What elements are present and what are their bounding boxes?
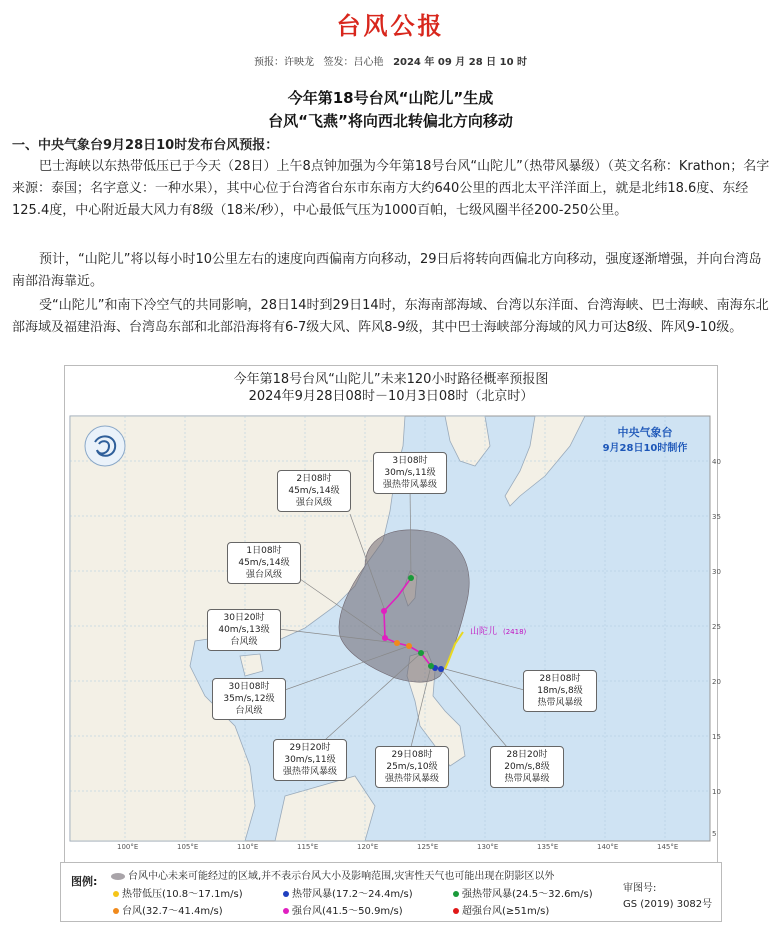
lon-label-9: 145°E: [657, 843, 679, 851]
forecast-box: [273, 739, 347, 781]
issue-meta: [0, 53, 781, 68]
forecast-box: [523, 670, 597, 712]
forecast-box: [373, 452, 447, 494]
legend-item-1: 热带风暴(17.2～24.4m/s): [283, 885, 413, 900]
lon-axis: [117, 843, 678, 851]
forecast-box-wind: 45m/s,14级: [238, 558, 290, 568]
forecast-box-time: 30日08时: [228, 682, 270, 692]
legend-item-3: 台风(32.7～41.4m/s): [113, 902, 223, 917]
legend-cone-note: [111, 867, 554, 882]
legend-item-0: 热带低压(10.8～17.1m/s): [113, 885, 243, 900]
forecaster-name: 许映龙: [283, 57, 314, 68]
map-title-line1: 今年第18号台风“山陀儿”未来120小时路径概率预报图: [233, 372, 549, 387]
headline-1: 今年第18号台风“山陀儿”生成: [287, 89, 494, 107]
forecast-box-grade: 台风级: [235, 706, 263, 716]
forecast-box-grade: 台风级: [230, 637, 258, 647]
cone-swatch-icon: [111, 873, 125, 880]
issue-datetime: 2024 年 09 月 28 日 10 时: [393, 57, 528, 68]
track-point-28d08: [438, 666, 444, 672]
forecast-box-grade: 强台风级: [295, 498, 332, 508]
issuer-label: 签发：: [323, 57, 354, 68]
forecast-box-grade: 热带风暴级: [504, 774, 550, 784]
forecast-box: [375, 746, 449, 788]
forecast-box-wind: 35m/s,12级: [223, 694, 275, 704]
track-point-1d08: [382, 635, 388, 641]
legend-cone-text: 台风中心未来可能经过的区域,并不表示台风大小及影响范围,灾害性天气也可能出现在阴影区以外: [128, 871, 555, 882]
issuer-name: 吕心艳: [353, 57, 384, 68]
forecast-box: [490, 746, 564, 788]
lon-label-3: 115°E: [297, 843, 319, 851]
map-graphic: [65, 366, 721, 863]
forecast-box-wind: 40m/s,13级: [218, 625, 270, 635]
legend-dot-icon: [113, 908, 119, 914]
forecast-box: [207, 609, 281, 651]
lat-label-4: 20: [712, 678, 721, 686]
lon-label-5: 125°E: [417, 843, 439, 851]
forecast-box-time: 29日20时: [289, 743, 331, 753]
storm-id-label: (2418): [503, 628, 527, 636]
map-made-time: 9月28日10时制作: [602, 443, 688, 454]
forecast-box-time: 3日08时: [392, 456, 428, 466]
forecast-box-wind: 30m/s,11级: [384, 468, 436, 478]
lat-label-0: 40: [712, 458, 721, 466]
track-map: [64, 365, 721, 864]
lat-axis: [712, 458, 721, 838]
forecast-box-time: 30日20时: [223, 613, 265, 623]
forecast-box-wind: 30m/s,11级: [284, 755, 336, 765]
paragraph-3: 受“山陀儿”和南下冷空气的共同影响，28日14时到29日14时，东海南部海域、台湾以东洋面、台湾海峡、巴士海峡、南海东北部海域及福建沿海、台湾岛东部和北部沿海将有6-7级大风、阵风8-9级，其中巴士海峡部分海域的风力可达8级、阵风9-10级。: [12, 298, 769, 335]
lon-label-4: 120°E: [357, 843, 379, 851]
forecast-box-wind: 20m/s,8级: [504, 762, 550, 772]
lon-label-8: 140°E: [597, 843, 619, 851]
track-point-30d08: [406, 643, 412, 649]
track-point-3d08: [408, 575, 414, 581]
approval-number: GS (2019) 3082号: [623, 899, 713, 910]
forecast-box-time: 1日08时: [246, 546, 282, 556]
lon-label-2: 110°E: [237, 843, 259, 851]
lat-label-5: 15: [712, 733, 721, 741]
legend-item-5: 超强台风(≥51m/s): [453, 902, 549, 917]
legend-item-4: 强台风(41.5～50.9m/s): [283, 902, 403, 917]
forecast-box-grade: 强热带风暴级: [382, 480, 437, 490]
forecast-box-time: 29日08时: [391, 750, 433, 760]
forecast-box-grade: 强台风级: [245, 570, 282, 580]
legend-dot-icon: [113, 891, 119, 897]
lat-label-1: 35: [712, 513, 721, 521]
section-heading: 一、中央气象台9月28日10时发布台风预报：: [12, 138, 279, 153]
map-title-line2: 2024年9月28日08时－10月3日08时（北京时）: [248, 389, 534, 404]
forecast-box-grade: 强热带风暴级: [282, 767, 337, 777]
paragraph-2: 预计，“山陀儿”将以每小时10公里左右的速度向西偏南方向移动，29日后将转向西偏北方向移动，强度逐渐增强，并向台湾岛南部沿海靠近。: [12, 252, 762, 289]
headline-2: 台风“飞燕”将向西北转偏北方向移动: [268, 112, 513, 130]
forecast-box-time: 28日08时: [539, 674, 581, 684]
lon-label-7: 135°E: [537, 843, 559, 851]
approval-label: 审图号:: [623, 883, 657, 894]
lon-label-1: 105°E: [177, 843, 199, 851]
forecast-box-grade: 强热带风暴级: [384, 774, 439, 784]
lat-label-3: 25: [712, 623, 721, 631]
lon-label-6: 130°E: [477, 843, 499, 851]
legend-dot-icon: [283, 891, 289, 897]
legend-dot-icon: [453, 891, 459, 897]
forecast-box-grade: 热带风暴级: [537, 698, 583, 708]
track-point-30d20: [394, 640, 400, 646]
lat-label-2: 30: [712, 568, 721, 576]
storm-name-label: 山陀儿: [470, 627, 498, 637]
forecast-box: [277, 470, 351, 512]
map-legend: [60, 862, 722, 922]
track-point-2d08: [381, 608, 387, 614]
paragraph-1: 巴士海峡以东热带低压已于今天（28日）上午8点钟加强为今年第18号台风“山陀儿”（热带风暴级）（英文名称：Krathon；名字来源：泰国；名字意义：一种水果），其中心位于台湾省台东市东南方大约640公里的西北太平洋洋面上，就是北纬18.6度、东经125.4度，中心附近最大风力有8级（18米/秒），中心最低气压为1000百帕，七级风圈半径200-250公里。: [12, 159, 770, 218]
forecast-box: [227, 542, 301, 584]
lon-label-0: 100°E: [117, 843, 139, 851]
lat-label-7: 5: [712, 830, 717, 838]
legend-label: 图例:: [71, 875, 98, 888]
forecast-box: [212, 678, 286, 720]
map-agency: 中央气象台: [617, 426, 673, 439]
cma-logo: [85, 426, 125, 466]
track-point-29d08: [428, 663, 434, 669]
forecast-box-time: 2日08时: [296, 474, 332, 484]
track-point-29d20: [418, 650, 424, 656]
forecast-box-wind: 18m/s,8级: [537, 686, 583, 696]
lat-label-6: 10: [712, 788, 721, 796]
bulletin-title: 台风公报: [336, 12, 445, 40]
forecaster-label: 预报：: [253, 57, 284, 68]
forecast-box-time: 28日20时: [506, 750, 548, 760]
forecast-box-wind: 25m/s,10级: [386, 762, 438, 772]
legend-item-2: 强热带风暴(24.5～32.6m/s): [453, 885, 593, 900]
legend-dot-icon: [453, 908, 459, 914]
forecast-box-wind: 45m/s,14级: [288, 486, 340, 496]
legend-dot-icon: [283, 908, 289, 914]
